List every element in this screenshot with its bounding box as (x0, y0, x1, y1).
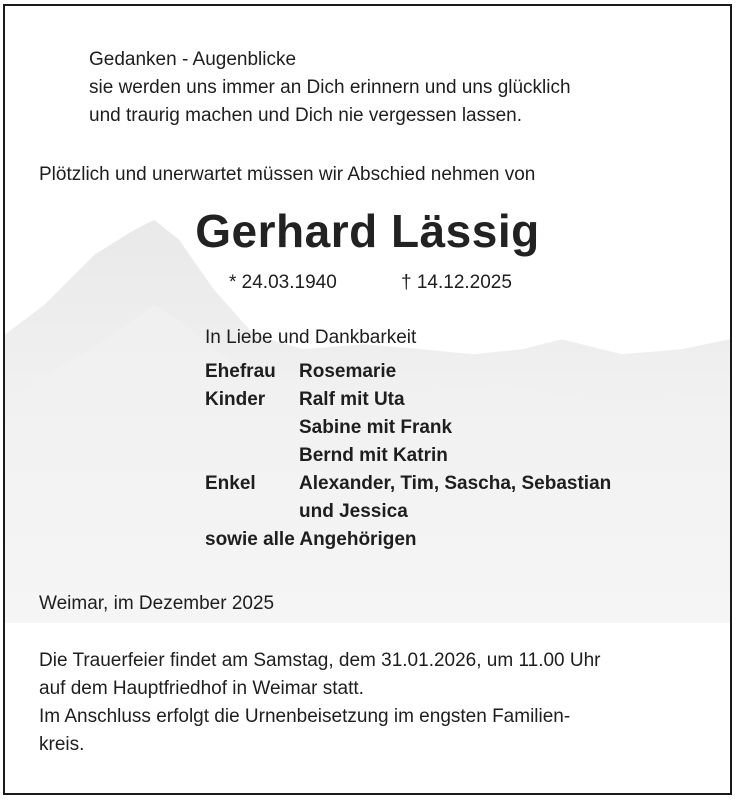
poem (89, 46, 571, 130)
place-date: Weimar, im Dezember 2025 (39, 593, 275, 614)
deceased-name: Gerhard Lässig (195, 205, 540, 257)
service-line: Im Anschluss erfolgt die Urnenbeisetzung im engsten Familien- (39, 706, 571, 727)
poem-line: sie werden uns immer an Dich erinnern und uns glücklich (89, 77, 571, 98)
family-name: und Jessica (299, 501, 408, 522)
death-date: † 14.12.2025 (401, 272, 512, 293)
family-row-spouse (205, 358, 611, 386)
service-line: kreis. (39, 734, 85, 755)
family-label: Kinder (205, 389, 266, 410)
family-names (299, 470, 611, 526)
relatives-line: sowie alle Angehörigen (205, 529, 417, 550)
family-name: Rosemarie (299, 361, 397, 382)
family-name: Bernd mit Katrin (299, 445, 448, 466)
family-row-children (205, 386, 611, 470)
service-info (39, 647, 601, 759)
poem-line: Gedanken - Augenblicke (89, 49, 297, 70)
obituary-notice (3, 4, 732, 795)
gratitude-line: In Liebe und Dankbarkeit (205, 327, 417, 348)
service-line: Die Trauerfeier findet am Samstag, dem 31.01.2026, um 11.00 Uhr (39, 650, 601, 671)
poem-line: und traurig machen und Dich nie vergessen lassen. (89, 105, 523, 126)
family-name: Sabine mit Frank (299, 417, 453, 438)
family-names (299, 386, 452, 470)
family-name: Ralf mit Uta (299, 389, 405, 410)
birth-date: * 24.03.1940 (229, 272, 337, 293)
intro-text: Plötzlich und unerwartet müssen wir Abschied nehmen von (39, 164, 536, 185)
family-names (299, 358, 396, 386)
family-row-grandchildren (205, 470, 611, 526)
family-list (205, 358, 611, 554)
family-label: Enkel (205, 473, 256, 494)
family-label: Ehefrau (205, 361, 276, 382)
service-line: auf dem Hauptfriedhof in Weimar statt. (39, 678, 364, 699)
family-name: Alexander, Tim, Sascha, Sebastian (299, 473, 612, 494)
